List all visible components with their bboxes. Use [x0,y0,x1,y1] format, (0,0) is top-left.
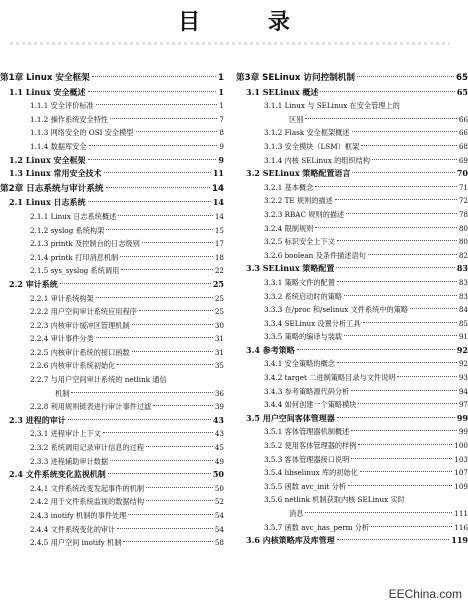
toc-subsection-entry [236,303,468,317]
toc-entry-title: 3.5 用户空间客体管理器 [246,412,335,423]
toc-entry-title: 2.1.2 syslog 系统构架 [30,225,105,235]
toc-entry-title: 2.3.2 系统调用记录审计信息的过程 [30,443,145,453]
toc-page-number: 80 [458,237,468,247]
toc-leader-dots [360,471,452,472]
toc-leader-dots [358,403,456,404]
toc-leader-dots [68,419,211,420]
toc-page-number: 71 [458,182,468,192]
toc-entry-title: 3.3.5 策略的编译与装载 [264,332,343,342]
toc-page-number: 15 [214,225,224,235]
toc-page-number: 72 [458,196,468,206]
toc-entry-title: 3.1 SELinux 概述 [246,86,319,97]
toc-leader-dots [344,295,457,296]
toc-subsection-entry [0,387,224,401]
toc-section-entry [236,412,468,426]
toc-page-number: 69 [458,155,468,165]
toc-leader-dots [351,458,452,459]
toc-leader-dots [368,254,457,255]
toc-page-number: 119 [451,535,468,546]
toc-leader-dots [128,514,213,515]
toc-subsection-entry [236,181,468,195]
toc-subsection-entry [236,493,468,507]
toc-page-number: 39 [214,402,224,412]
toc-leader-dots [117,528,213,529]
toc-subsection-entry [0,427,224,441]
toc-leader-dots [371,526,452,527]
toc-subsection-entry [0,482,224,496]
toc-leader-dots [397,376,456,377]
toc-entry-title: 2.1.5 sys_syslog 系统调用 [30,266,120,276]
toc-entry-title: 2.2 审计系统 [9,278,58,289]
toc-subsection-entry [0,359,224,373]
toc-subsection-entry [0,441,224,455]
toc-entry-title: 2.4.5 用户空间 inotify 机制 [30,538,122,548]
toc-leader-dots [348,485,452,486]
toc-subsection-entry [236,99,468,113]
toc-leader-dots [153,405,213,406]
toc-subsection-entry [236,276,468,290]
toc-subsection-entry [236,507,468,521]
toc-subsection-entry [0,495,224,509]
toc-leader-dots [346,213,457,214]
toc-leader-dots [337,281,457,282]
toc-subsection-entry [0,140,224,154]
toc-section-entry [236,534,468,548]
toc-entry-title: 3.4 参考策略 [246,344,295,355]
toc-page-number: 7 [219,114,224,124]
toc-entry-title: 3.3.2 系统启动时的策略 [264,291,343,301]
toc-entry-title: 3.3 SELinux 策略配置 [246,263,335,274]
toc-leader-dots [305,118,456,119]
toc-subsection-entry [0,523,224,537]
toc-entry-title: 3.1.3 安全模块（LSM）框架 [264,141,360,151]
toc-subsection-entry [0,237,224,251]
toc-leader-dots [117,364,213,365]
toc-subsection-entry [236,398,468,412]
toc-leader-dots [132,351,213,352]
toc-page-number: 68 [458,141,468,151]
toc-page-number: 8 [219,128,224,138]
toc-page-number: 49 [214,456,224,466]
toc-subsection-entry [236,290,468,304]
toc-page-number: 50 [212,469,224,480]
toc-entry-title: 第3章 SELinux 访问控制机制 [236,73,355,83]
toc-page-number: 14 [212,197,224,208]
toc-page-number: 97 [458,400,468,410]
toc-leader-dots [88,159,217,160]
toc-entry-title: 1.2 Linux 安全框架 [9,154,86,165]
watermark: EEChina.com [388,587,462,601]
toc-subsection-entry [0,346,224,360]
toc-page-number: 66 [458,128,468,138]
toc-page-number: 25 [214,307,224,317]
toc-leader-dots [335,199,457,200]
toc-entry-title: 1.1.2 操作系统安全特性 [30,114,109,124]
toc-leader-dots [71,392,212,393]
toc-entry-title: 第2章 日志系统与审计系统 [0,183,104,194]
toc-leader-dots [96,297,213,298]
toc-entry-title: 2.1 Linux 日志系统 [9,197,86,208]
toc-leader-dots [320,91,454,92]
toc-entry-title: 2.1.1 Linux 日志系统概述 [30,211,117,221]
toc-entry-title: 2.4.4 文件系统变化的审计 [30,524,116,534]
toc-subsection-entry [236,194,468,208]
toc-leader-dots [88,201,211,202]
toc-section-entry [0,414,224,428]
toc-entry-title: 3.1.2 Flask 安全框架概述 [264,128,350,138]
toc-leader-dots [121,269,213,270]
toc-page-number: 25 [212,278,224,289]
toc-page-number: 11 [212,168,224,179]
toc-leader-dots [118,215,212,216]
toc-page-number: 92 [456,344,468,355]
toc-entry-title: 消息 [289,509,304,518]
toc-page-number: 92 [458,359,468,369]
toc-leader-dots [363,322,457,323]
toc-entry-title: 3.5.5 函数 avc_init 分析 [264,481,346,491]
toc-subsection-entry [0,292,224,306]
toc-entry-title: 2.2.5 内核审计系统的接口函数 [30,347,130,357]
toc-section-entry [0,86,224,100]
toc-leader-dots [132,324,213,325]
toc-subsection-entry [236,453,468,467]
toc-entry-title: 3.5.1 客体管理器机制概述 [264,427,350,437]
toc-entry-title: 2.2.3 内核审计缓冲区管理机制 [30,320,130,330]
toc-page-number: 31 [214,334,224,344]
toc-page-number: 99 [458,427,468,437]
toc-left-column [0,72,224,550]
toc-entry-title: 3.2.6 boolean 及条件描述语句 [264,250,366,260]
scan-noise-band [10,42,450,45]
toc-entry-title: 3.3.3 在/proc 和/selinux 文件系统中的策略 [264,305,409,315]
toc-entry-title: 3.5.2 使用客体管理器的样例 [264,441,357,451]
toc-entry-title: 3.4.1 安全策略的概念 [264,359,335,369]
toc-entry-title: 2.4.3 inotify 机制的事件处理 [30,511,127,520]
toc-page-number: 17 [214,239,224,249]
toc-entry-title: 3.2.2 TE 规则的描述 [264,196,333,206]
toc-entry-title: 2.1.4 printk 打印消息机制 [30,252,119,262]
toc-entry-title: 2.3.1 进程审计上下文 [30,429,101,439]
toc-page-number: 109 [454,481,468,491]
toc-section-entry [236,344,468,358]
toc-subsection-entry [236,140,468,154]
toc-entry-title: 3.1.1 Linux 与 SELinux 在安全管理上的 [264,101,400,111]
toc-section-entry [236,167,468,181]
toc-page-number: 83 [456,263,468,274]
toc-page-number: 83 [458,277,468,287]
toc-page-number: 93 [458,373,468,383]
toc-leader-dots [337,417,455,418]
toc-leader-dots [110,460,213,461]
toc-leader-dots [352,172,454,173]
toc-page-number: 91 [458,332,468,342]
toc-leader-dots [146,500,213,501]
toc-entry-title: 2.2.8 利用规则链表进行审计事件过滤 [30,402,152,412]
toc-entry-title: 3.1.4 内核 SELinux 的组织结构 [264,155,371,165]
toc-leader-dots [139,310,213,311]
toc-subsection-entry [236,385,468,399]
toc-subsection-entry [236,222,468,236]
toc-subsection-entry [236,208,468,222]
toc-entry-title: 2.2.7 与用户空间审计系统的 netlink 通信 [30,375,167,385]
toc-page-number: 116 [454,522,468,532]
toc-leader-dots [108,473,211,474]
toc-leader-dots [142,242,213,243]
toc-entry-title: 3.4.3 参考策略源代码分析 [264,386,350,396]
toc-leader-dots [337,240,457,241]
toc-page-number: 85 [458,318,468,328]
toc-page-number: 70 [456,168,468,179]
toc-subsection-entry [0,126,224,140]
toc-subsection-entry [0,509,224,523]
toc-right-column [236,72,468,548]
toc-leader-dots [315,227,457,228]
toc-page-number: 9 [218,154,224,165]
toc-subsection-entry [236,439,468,453]
toc-leader-dots [351,430,457,431]
toc-page-number: 9 [219,141,224,151]
toc-subsection-entry [0,373,224,387]
toc-entry-title: 3.6 内核策略库及库管理 [246,535,335,546]
toc-page-number: 31 [214,347,224,357]
toc-page-number: 45 [214,443,224,453]
toc-page-number: 58 [214,538,224,548]
toc-subsection-entry [0,264,224,278]
toc-page-number: 83 [458,291,468,301]
toc-leader-dots [351,390,457,391]
toc-page-number: 50 [214,483,224,493]
toc-subsection-entry [236,317,468,331]
toc-entry-title: 2.1.3 printk 及控制台的日志级别 [30,239,140,249]
toc-entry-title: 2.4 文件系统变化监视机制 [9,469,106,480]
toc-entry-title: 3.3.1 策略文件的配置 [264,277,335,287]
toc-subsection-entry [0,332,224,346]
toc-subsection-entry [0,210,224,224]
toc-page-number: 107 [454,468,468,478]
toc-entry-title: 第1章 Linux 安全框架 [0,73,90,83]
toc-subsection-entry [236,480,468,494]
toc-page-number: 43 [212,414,224,425]
toc-entry-title: 1.3 Linux 常用安全技术 [9,168,102,179]
toc-page-number: 111 [454,509,468,518]
toc-page-number: 54 [214,511,224,520]
toc-page-number: 54 [214,524,224,534]
toc-entry-title: 2.3 进程的审计 [9,414,66,425]
toc-leader-dots [89,145,218,146]
toc-section-entry [0,154,224,168]
toc-page-number: 30 [214,320,224,330]
page-title: 目 录 [178,9,320,35]
toc-page-number: 82 [458,250,468,260]
toc-page-number: 1 [219,101,224,111]
toc-subsection-entry [236,466,468,480]
toc-entry-title: 3.5.6 netlink 机制获取内核 SELinux 实时 [264,495,405,505]
toc-page-number: 66 [458,114,468,124]
toc-entry-title: 3.4.2 target 二进制策略目录与文件说明 [264,373,396,383]
toc-leader-dots [106,229,213,230]
toc-page-number: 65 [456,73,468,83]
toc-entry-title: 3.2.3 RBAC 规则的描述 [264,209,345,219]
toc-page-number: 94 [458,386,468,396]
toc-section-entry [0,278,224,292]
toc-page-number: 18 [214,252,224,262]
toc-entry-title: 2.3.3 进程辅助审计数据 [30,456,109,466]
toc-leader-dots [136,131,218,132]
toc-chapter-entry [0,72,224,86]
toc-page-number: 99 [456,412,468,423]
toc-page-number: 35 [214,361,224,371]
toc-leader-dots [305,512,452,513]
toc-subsection-entry [236,154,468,168]
toc-leader-dots [297,349,455,350]
toc-page-number: 65 [456,86,468,97]
toc-leader-dots [88,91,217,92]
toc-leader-dots [344,335,457,336]
toc-entry-title: 2.4.1 文件系统改变发起事件的机制 [30,483,145,493]
toc-leader-dots [96,104,218,105]
toc-entry-title: 3.5.3 客体管理器接口说明 [264,454,350,464]
toc-subsection-entry [0,224,224,238]
toc-subsection-entry [236,249,468,263]
toc-entry-title: 3.2.5 标识安全上下文 [264,237,335,247]
toc-subsection-entry [0,536,224,550]
toc-subsection-entry [0,251,224,265]
toc-subsection-entry [236,113,468,127]
toc-subsection-entry [236,126,468,140]
toc-leader-dots [336,267,454,268]
toc-subsection-entry [0,319,224,333]
toc-leader-dots [337,539,450,540]
toc-section-entry [236,86,468,100]
toc-page-number: 78 [458,209,468,219]
toc-leader-dots [352,131,457,132]
toc-leader-dots [357,76,454,77]
toc-entry-title: 2.2.1 审计系统构架 [30,293,94,303]
toc-leader-dots [96,337,213,338]
toc-entry-title: 3.5.4 libselinux 库的初始化 [264,468,358,478]
toc-leader-dots [110,118,217,119]
toc-subsection-entry [236,357,468,371]
toc-leader-dots [372,159,457,160]
toc-leader-dots [103,432,213,433]
toc-subsection-entry [0,113,224,127]
toc-entry-title: 2.2.2 用户空间审计系统应用程序 [30,307,137,317]
toc-page-number: 14 [212,183,224,194]
toc-page-number: 25 [214,293,224,303]
toc-leader-dots [361,145,457,146]
toc-leader-dots [337,362,457,363]
toc-leader-dots [123,541,212,542]
toc-entry-title: 3.2.1 基本概念 [264,182,314,192]
toc-page-number: 22 [214,266,224,276]
toc-entry-title: 3.2.4 限制规则 [264,223,314,233]
toc-section-entry [236,262,468,276]
toc-subsection-entry [236,521,468,535]
toc-subsection-entry [236,235,468,249]
toc-entry-title: 2.2.6 内核审计系统初始化 [30,361,116,371]
toc-page-number: 14 [214,211,224,221]
toc-page-number: 1 [218,73,224,83]
toc-entry-title: 3.3.4 SELinux 设置分析工具 [264,318,361,328]
toc-leader-dots [410,308,457,309]
toc-leader-dots [146,446,213,447]
toc-subsection-entry [236,330,468,344]
toc-subsection-entry [0,455,224,469]
toc-page-number: 43 [214,429,224,439]
toc-chapter-entry [0,183,224,197]
toc-section-entry [0,468,224,482]
toc-entry-title: 机制 [55,388,70,398]
toc-leader-dots [60,283,211,284]
toc-page-number: 80 [458,223,468,233]
toc-leader-dots [358,444,452,445]
toc-chapter-entry [236,72,468,86]
toc-entry-title: 2.2.4 审计事件分类 [30,334,94,344]
toc-entry-title: 2.4.2 用于文件系统监视的数据结构 [30,497,145,507]
toc-entry-title: 3.2 SELinux 策略配置语言 [246,168,351,179]
toc-leader-dots [120,256,213,257]
toc-leader-dots [92,76,216,77]
toc-entry-title: 3.5.7 函数 avc_has_perm 分析 [264,522,370,532]
toc-leader-dots [315,186,457,187]
toc-page-number: 103 [454,454,468,464]
toc-subsection-entry [0,400,224,414]
toc-page-number: 84 [458,305,468,315]
toc-leader-dots [106,187,211,188]
toc-page-number: 1 [218,86,224,97]
toc-page-number: 52 [214,497,224,507]
toc-entry-title: 1.1.3 网络安全的 OSI 安全模型 [30,128,134,138]
toc-subsection-entry [0,99,224,113]
toc-page-number: 100 [454,441,468,451]
toc-section-entry [0,196,224,210]
toc-entry-title: 1.1 Linux 安全概述 [9,86,86,97]
toc-entry-title: 1.1.1 安全评价标准 [30,101,94,111]
toc-section-entry [0,167,224,181]
toc-leader-dots [146,487,213,488]
toc-entry-title: 区别 [289,114,304,124]
toc-subsection-entry [236,425,468,439]
toc-page-number: 36 [214,388,224,398]
toc-entry-title: 1.1.4 数据库安全 [30,141,87,151]
toc-subsection-entry [0,305,224,319]
toc-subsection-entry [236,371,468,385]
toc-leader-dots [104,172,211,173]
toc-entry-title: 3.4.4 如何创建一个策略模块 [264,400,357,410]
